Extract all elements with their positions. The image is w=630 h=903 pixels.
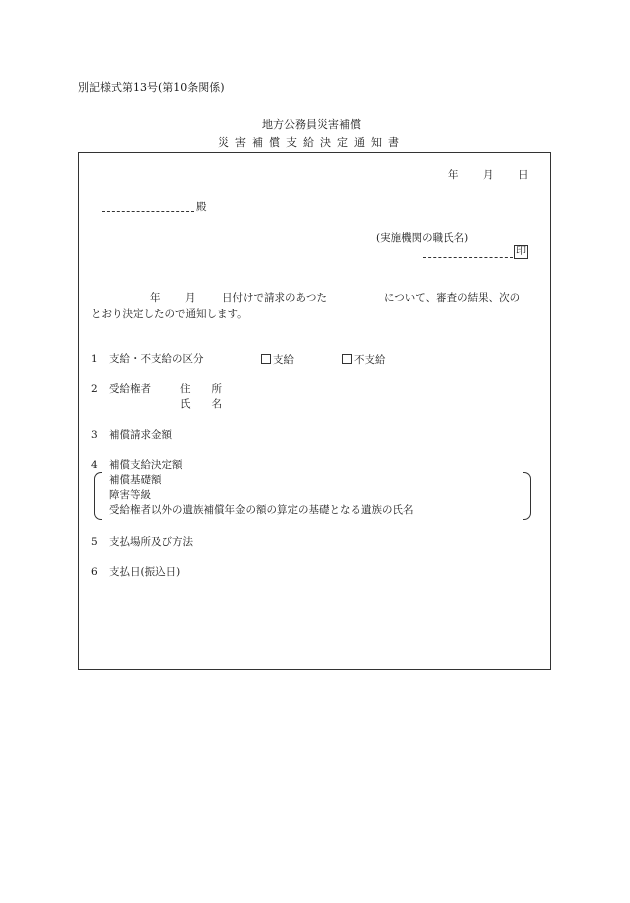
item4-label: 補償支給決定額 bbox=[109, 459, 183, 471]
body-year: 年 bbox=[150, 292, 161, 304]
date-day-label: 日 bbox=[518, 169, 529, 181]
item2-number: 2 bbox=[91, 383, 98, 395]
date-year-label: 年 bbox=[448, 169, 459, 181]
item2-name-label: 氏 名 bbox=[180, 398, 222, 410]
item4-sub1: 補償基礎額 bbox=[109, 474, 162, 486]
option-pay[interactable] bbox=[261, 354, 294, 366]
left-bracket bbox=[94, 472, 102, 520]
issuer-label: (実施機関の職氏名) bbox=[376, 232, 469, 244]
item4-number: 4 bbox=[91, 459, 98, 471]
item6-label: 支払日(振込日) bbox=[109, 566, 181, 578]
issuer-name-line[interactable] bbox=[423, 257, 513, 258]
item5-label: 支払場所及び方法 bbox=[109, 536, 193, 548]
recipient-suffix: 殿 bbox=[196, 201, 207, 213]
option-nopay[interactable] bbox=[342, 354, 386, 366]
item1-label: 支給・不支給の区分 bbox=[109, 353, 204, 365]
nopay-checkbox[interactable] bbox=[342, 354, 352, 364]
body-line2: とおり決定したので通知します。 bbox=[91, 308, 248, 320]
nopay-label: 不支給 bbox=[354, 354, 386, 366]
item1-number: 1 bbox=[91, 353, 98, 365]
item2-address-label: 住 所 bbox=[180, 383, 222, 395]
form-title-line2: 災害補償支給決定通知書 bbox=[218, 136, 405, 149]
item5-number: 5 bbox=[91, 536, 98, 548]
item2-label: 受給権者 bbox=[109, 383, 151, 395]
body-month: 月 bbox=[185, 292, 196, 304]
form-title-line1: 地方公務員災害補償 bbox=[262, 118, 361, 131]
item3-label: 補償請求金額 bbox=[109, 429, 172, 441]
body-day-text: 日付けで請求のあつた bbox=[222, 292, 327, 304]
item4-sub2: 障害等級 bbox=[109, 489, 151, 501]
date-month-label: 月 bbox=[483, 169, 494, 181]
recipient-name-line[interactable] bbox=[102, 211, 194, 212]
pay-checkbox[interactable] bbox=[261, 354, 271, 364]
item4-sub3: 受給権者以外の遺族補償年金の額の算定の基礎となる遺族の氏名 bbox=[109, 504, 414, 516]
form-frame bbox=[78, 152, 551, 670]
form-number: 別記様式第13号(第10条関係) bbox=[78, 81, 225, 94]
right-bracket bbox=[523, 472, 531, 520]
seal-mark: 印 bbox=[516, 246, 526, 257]
item3-number: 3 bbox=[91, 429, 98, 441]
body-rest: について、審査の結果、次の bbox=[384, 292, 521, 304]
pay-label: 支給 bbox=[273, 354, 294, 366]
item6-number: 6 bbox=[91, 566, 98, 578]
